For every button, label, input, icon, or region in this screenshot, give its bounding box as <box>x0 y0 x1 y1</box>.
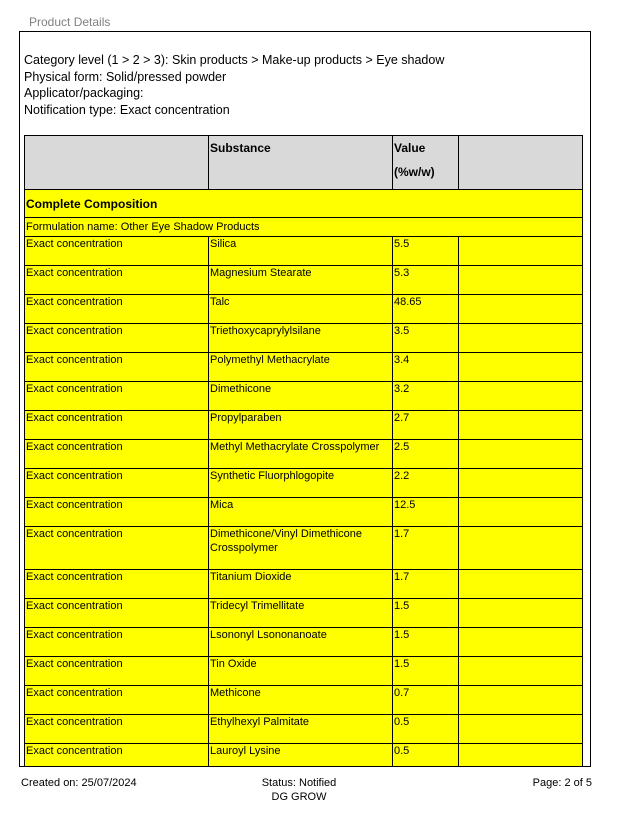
concentration-type-cell: Exact concentration <box>25 599 209 628</box>
composition-table <box>24 135 583 767</box>
substance-cell: Lsononyl Lsononanoate <box>209 628 393 657</box>
value-cell: 2.7 <box>393 411 459 440</box>
concentration-type-cell: Exact concentration <box>25 440 209 469</box>
substance-cell: Polymethyl Methacrylate <box>209 353 393 382</box>
value-cell: 2.5 <box>393 440 459 469</box>
footer-status-block <box>259 777 339 803</box>
empty-cell <box>459 353 583 382</box>
empty-cell <box>459 570 583 599</box>
complete-composition-label: Complete Composition <box>25 190 583 218</box>
value-cell: 1.5 <box>393 657 459 686</box>
table-row <box>25 440 583 469</box>
table-row <box>25 266 583 295</box>
substance-cell: Titanium Dioxide <box>209 570 393 599</box>
substance-cell: Ethylhexyl Palmitate <box>209 715 393 744</box>
substance-cell: Methyl Methacrylate Crosspolymer <box>209 440 393 469</box>
product-meta <box>24 52 444 118</box>
concentration-type-cell: Exact concentration <box>25 744 209 768</box>
empty-cell <box>459 324 583 353</box>
value-cell: 1.5 <box>393 628 459 657</box>
substance-cell: Propylparaben <box>209 411 393 440</box>
concentration-type-cell: Exact concentration <box>25 411 209 440</box>
substance-cell: Tin Oxide <box>209 657 393 686</box>
table-row <box>25 599 583 628</box>
value-cell: 3.4 <box>393 353 459 382</box>
table-row <box>25 382 583 411</box>
concentration-type-cell: Exact concentration <box>25 382 209 411</box>
footer-page: Page: 2 of 5 <box>532 777 592 789</box>
value-cell: 0.5 <box>393 715 459 744</box>
table-row <box>25 527 583 570</box>
empty-cell <box>459 527 583 570</box>
empty-cell <box>459 628 583 657</box>
footer-status: Status: Notified <box>261 777 337 789</box>
concentration-type-cell: Exact concentration <box>25 715 209 744</box>
empty-cell <box>459 295 583 324</box>
header-cell-empty <box>25 136 209 190</box>
concentration-type-cell: Exact concentration <box>25 237 209 266</box>
empty-cell <box>459 657 583 686</box>
concentration-type-cell: Exact concentration <box>25 324 209 353</box>
empty-cell <box>459 266 583 295</box>
empty-cell <box>459 686 583 715</box>
product-details-frame <box>19 31 591 767</box>
table-row <box>25 686 583 715</box>
header-value <box>393 136 459 190</box>
concentration-type-cell: Exact concentration <box>25 469 209 498</box>
table-row <box>25 498 583 527</box>
formulation-row <box>25 218 583 237</box>
empty-cell <box>459 469 583 498</box>
value-cell: 1.7 <box>393 570 459 599</box>
value-cell: 48.65 <box>393 295 459 324</box>
formulation-name: Formulation name: Other Eye Shadow Products <box>25 218 583 237</box>
concentration-type-cell: Exact concentration <box>25 527 209 570</box>
section-row <box>25 190 583 218</box>
header-value-label: Value <box>394 141 426 155</box>
concentration-type-cell: Exact concentration <box>25 570 209 599</box>
physical-form-line: Physical form: Solid/pressed powder <box>24 69 227 84</box>
table-row <box>25 744 583 768</box>
table-header-row <box>25 136 583 190</box>
value-cell: 5.3 <box>393 266 459 295</box>
header-value-unit: (%w/w) <box>394 165 435 179</box>
empty-cell <box>459 237 583 266</box>
table-row <box>25 295 583 324</box>
substance-cell: Dimethicone <box>209 382 393 411</box>
table-row <box>25 469 583 498</box>
category-line: Category level (1 > 2 > 3): Skin products > Make-up products > Eye shadow <box>24 53 445 67</box>
substance-cell: Talc <box>209 295 393 324</box>
value-cell: 1.7 <box>393 527 459 570</box>
concentration-type-cell: Exact concentration <box>25 266 209 295</box>
header-cell-empty <box>459 136 583 190</box>
table-row <box>25 324 583 353</box>
table-row <box>25 715 583 744</box>
footer-company: DG GROW <box>271 791 327 803</box>
substance-cell: Lauroyl Lysine <box>209 744 393 768</box>
concentration-type-cell: Exact concentration <box>25 353 209 382</box>
table-row <box>25 411 583 440</box>
substance-cell: Dimethicone/Vinyl Dimethicone Crosspolymer <box>209 527 393 570</box>
empty-cell <box>459 599 583 628</box>
substance-cell: Methicone <box>209 686 393 715</box>
substance-cell: Silica <box>209 237 393 266</box>
value-cell: 5.5 <box>393 237 459 266</box>
value-cell: 2.2 <box>393 469 459 498</box>
empty-cell <box>459 715 583 744</box>
concentration-type-cell: Exact concentration <box>25 295 209 324</box>
value-cell: 1.5 <box>393 599 459 628</box>
concentration-type-cell: Exact concentration <box>25 657 209 686</box>
empty-cell <box>459 411 583 440</box>
substance-cell: Triethoxycaprylylsilane <box>209 324 393 353</box>
applicator-line: Applicator/packaging: <box>24 86 144 100</box>
value-cell: 0.7 <box>393 686 459 715</box>
table-row <box>25 570 583 599</box>
empty-cell <box>459 382 583 411</box>
header-substance: Substance <box>209 136 393 190</box>
empty-cell <box>459 440 583 469</box>
footer-created: Created on: 25/07/2024 <box>21 777 137 789</box>
notification-type-line: Notification type: Exact concentration <box>24 102 230 117</box>
value-cell: 12.5 <box>393 498 459 527</box>
value-cell: 3.2 <box>393 382 459 411</box>
substance-cell: Magnesium Stearate <box>209 266 393 295</box>
substance-cell: Mica <box>209 498 393 527</box>
table-row <box>25 628 583 657</box>
table-row <box>25 353 583 382</box>
empty-cell <box>459 498 583 527</box>
concentration-type-cell: Exact concentration <box>25 498 209 527</box>
table-row <box>25 237 583 266</box>
value-cell: 3.5 <box>393 324 459 353</box>
substance-cell: Synthetic Fluorphlogopite <box>209 469 393 498</box>
table-row <box>25 657 583 686</box>
concentration-type-cell: Exact concentration <box>25 628 209 657</box>
value-cell: 0.5 <box>393 744 459 768</box>
concentration-type-cell: Exact concentration <box>25 686 209 715</box>
section-title: Product Details <box>29 15 111 29</box>
empty-cell <box>459 744 583 768</box>
substance-cell: Tridecyl Trimellitate <box>209 599 393 628</box>
